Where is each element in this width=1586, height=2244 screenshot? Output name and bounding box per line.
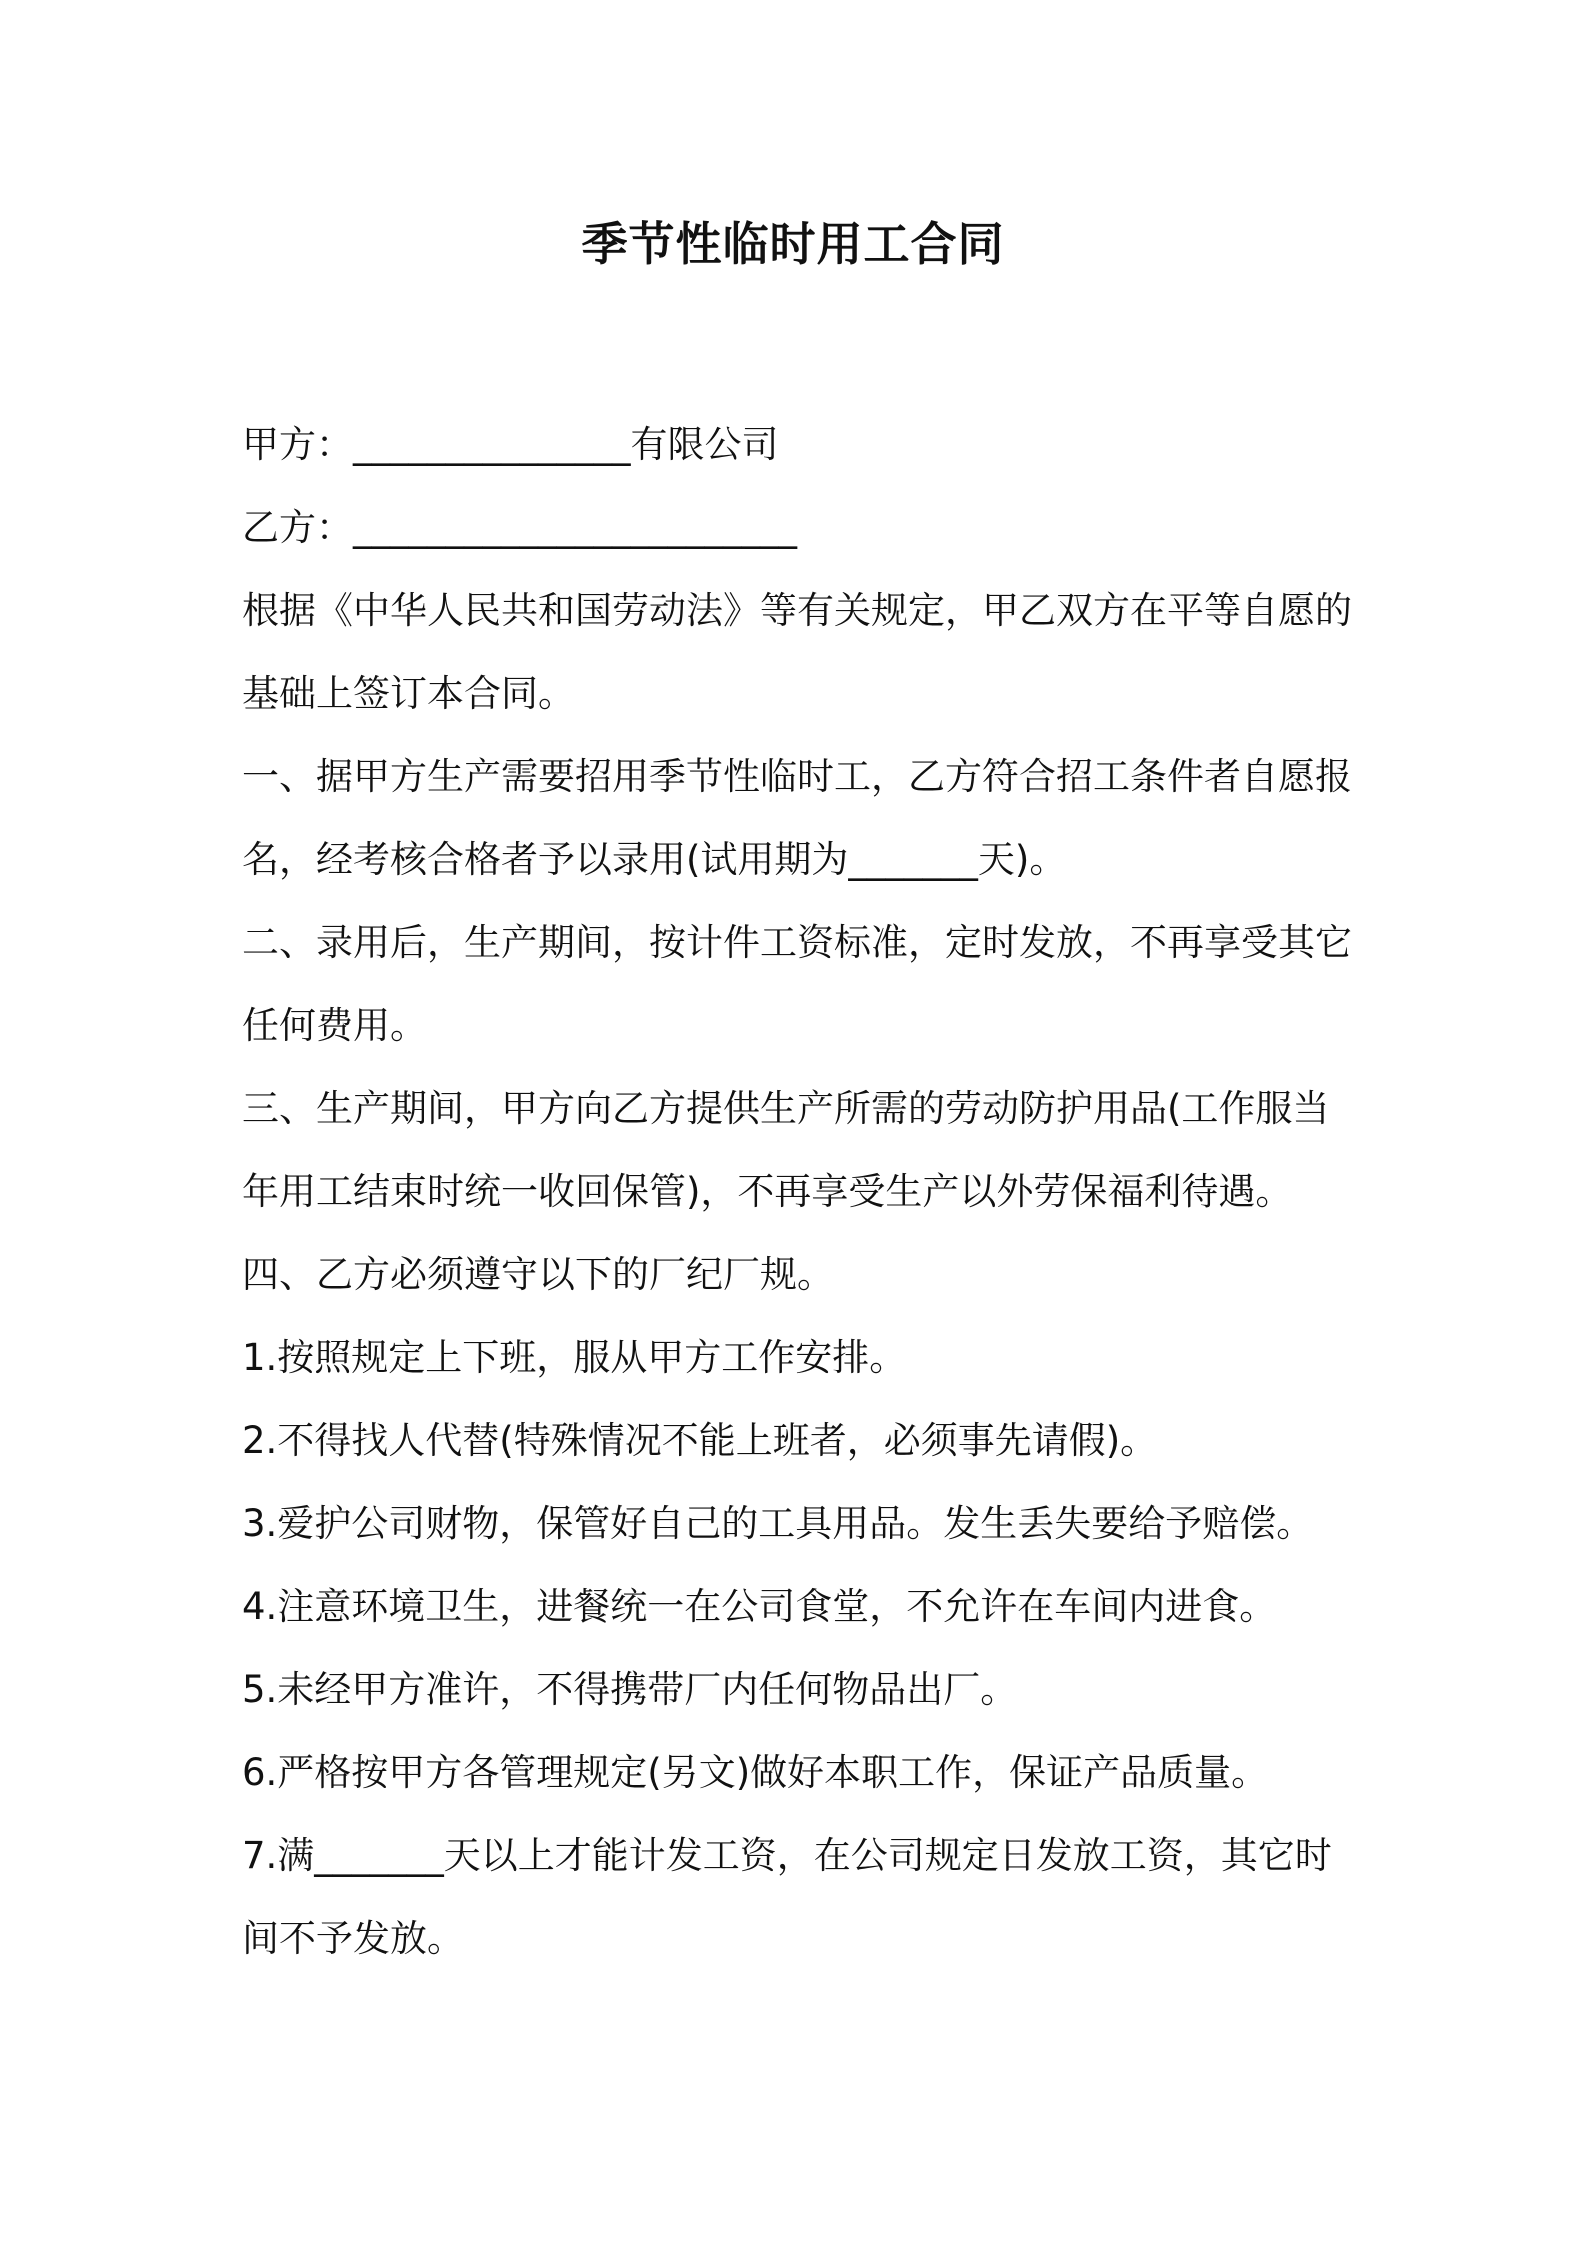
clause-2-line-2: 任何费用。 [242, 1004, 427, 1047]
party-a-line: 甲方：_______________有限公司 [242, 423, 779, 466]
party-b-line: 乙方：________________________ [242, 506, 797, 549]
clause-4-heading: 四、乙方必须遵守以下的厂纪厂规。 [242, 1253, 834, 1296]
contract-body [242, 403, 1362, 1980]
rule-7-line-2: 间不予发放。 [242, 1917, 464, 1960]
document-title: 季节性临时用工合同 [581, 217, 1005, 271]
clause-3-line-1: 三、生产期间，甲方向乙方提供生产所需的劳动防护用品(工作服当 [242, 1087, 1330, 1130]
rule-2: 2.不得找人代替(特殊情况不能上班者，必须事先请假)。 [242, 1419, 1158, 1462]
rule-7-line-1: 7.满_______天以上才能计发工资，在公司规定日发放工资，其它时 [242, 1834, 1332, 1877]
rule-1: 1.按照规定上下班，服从甲方工作安排。 [242, 1336, 907, 1379]
clause-3-line-2: 年用工结束时统一收回保管)，不再享受生产以外劳保福利待遇。 [242, 1170, 1293, 1213]
rule-6: 6.严格按甲方各管理规定(另文)做好本职工作，保证产品质量。 [242, 1751, 1269, 1794]
rule-3: 3.爱护公司财物，保管好自己的工具用品。发生丢失要给予赔偿。 [242, 1502, 1314, 1545]
clause-2-line-1: 二、录用后，生产期间，按计件工资标准，定时发放，不再享受其它 [242, 921, 1352, 964]
preamble-line-2: 基础上签订本合同。 [242, 672, 575, 715]
clause-1-line-2: 名，经考核合格者予以录用(试用期为_______天)。 [242, 838, 1067, 881]
clause-1-line-1: 一、据甲方生产需要招用季节性临时工，乙方符合招工条件者自愿报 [242, 755, 1352, 798]
rule-4: 4.注意环境卫生，进餐统一在公司食堂，不允许在车间内进食。 [242, 1585, 1277, 1628]
rule-5: 5.未经甲方准许，不得携带厂内任何物品出厂。 [242, 1668, 1018, 1711]
preamble-line-1: 根据《中华人民共和国劳动法》等有关规定，甲乙双方在平等自愿的 [242, 589, 1352, 632]
